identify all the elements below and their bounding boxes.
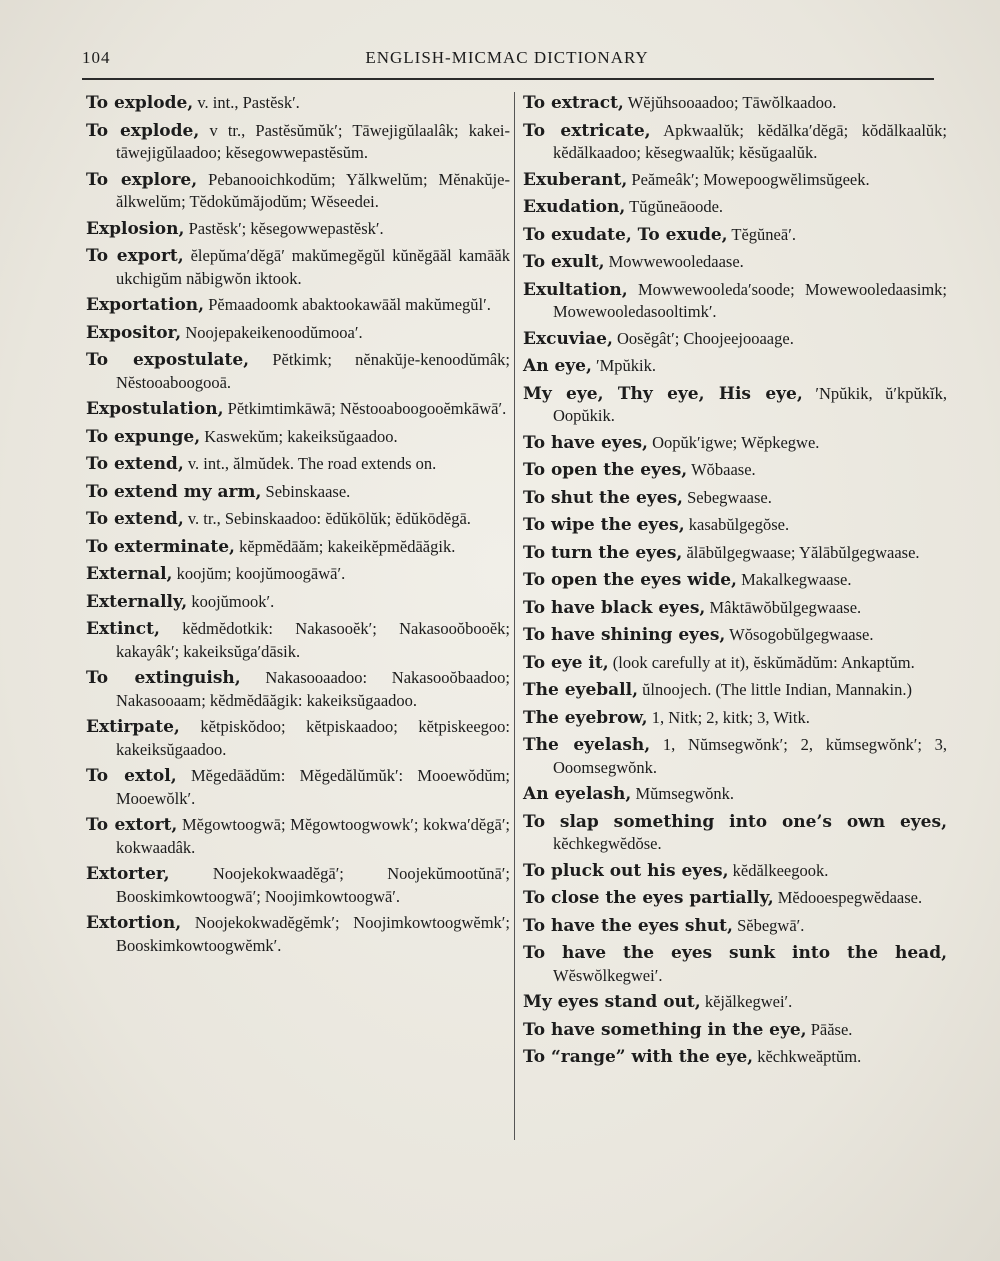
entry-definition: ălābŭlgegwaase; Yălābŭlgegwaase. (686, 542, 920, 562)
entry-headword: External, (86, 564, 173, 584)
dictionary-entry (86, 245, 510, 289)
entry-definition: kasabŭlgegŏse. (688, 515, 790, 534)
dictionary-entry (523, 328, 947, 351)
dictionary-entry (523, 1019, 947, 1042)
entry-headword: To pluck out his eyes, (523, 860, 729, 881)
entry-definition: Wĕjŭhsooaadoo; Tāwŏlkaadoo. (627, 93, 837, 112)
entry-headword: To expunge, (86, 426, 201, 447)
dictionary-entry (86, 912, 510, 956)
entry-definition: ′Npŭkik, ŭ′kpŭkĭk, Oopŭkik. (553, 383, 947, 425)
dictionary-entry (86, 618, 510, 662)
entry-headword: To extract, (523, 93, 624, 113)
entry-definition: Pastĕsk′; kĕsegowwepastĕsk′. (188, 218, 384, 238)
dictionary-entry (523, 459, 947, 482)
entry-definition: Pĕtkimtimkāwā; Nĕstooaboogooĕmkāwā′. (227, 399, 507, 418)
entry-headword: To extricate, (523, 120, 651, 141)
entry-definition: Sĕbegwā′. (737, 915, 805, 935)
dictionary-entry (86, 508, 510, 531)
dictionary-entry (523, 487, 947, 510)
entry-headword: Expostulation, (86, 399, 224, 419)
entry-headword: Explosion, (86, 218, 185, 239)
entry-definition: Tĕgŭneā′. (731, 224, 796, 244)
entry-definition: Mowwewooleda′soode; Mowewooledaasimk; Mowewooledasooltimk′. (553, 279, 947, 321)
entry-definition: ĕlepŭma′dĕgā′ makŭmegĕgŭl kŭnĕgāăl kamāăk ukchigŭm năbigwŏn iktook. (116, 246, 510, 288)
entry-headword: To turn the eyes, (523, 542, 683, 563)
entry-definition: Mĕdooespegwĕdaase. (777, 888, 923, 907)
dictionary-entry (523, 811, 947, 855)
right-column (523, 92, 947, 1074)
dictionary-entry (86, 92, 510, 115)
dictionary-entry (523, 652, 947, 675)
entry-headword: To extol, (86, 766, 177, 786)
dictionary-entry (523, 169, 947, 192)
entry-definition: (look carefully at it), ĕskŭmădŭm: Ankaptŭm. (612, 652, 915, 672)
entry-definition: 1, Nitk; 2, kitk; 3, Witk. (651, 707, 810, 727)
dictionary-entry (523, 196, 947, 219)
entry-definition: koojŭmook′. (191, 591, 275, 611)
entry-headword: To have something in the eye, (523, 1019, 807, 1040)
entry-headword: To extort, (86, 815, 178, 835)
left-column (86, 92, 510, 961)
dictionary-entry (86, 481, 510, 504)
entry-headword: Extortion, (86, 913, 182, 933)
entry-headword: To extend, (86, 509, 184, 529)
entry-definition: Apkwaalŭk; kĕdălka′dĕgā; kŏdălkaalŭk; kĕdălkaadoo; kĕsegwaalŭk; kĕsŭgaalŭk. (553, 120, 947, 162)
entry-definition: kĕdmĕdotkik: Nakasooĕk′; Nakasooŏbooĕk; kakayâk′; kakeiksŭga′dāsik. (116, 619, 510, 661)
entry-definition: Mâktāwŏbŭlgegwaase. (709, 597, 862, 617)
dictionary-entry (523, 624, 947, 647)
dictionary-entry (86, 765, 510, 809)
entry-headword: Exultation, (523, 279, 628, 300)
entry-definition: Noojekokwadĕgĕmk′; Noojimkowtoogwĕmk′; Booskimkowtoogwĕmk′. (116, 913, 510, 955)
dictionary-entry (86, 398, 510, 421)
entry-definition: v. tr., Sebinskaadoo: ĕdŭkōlŭk; ĕdŭkōdĕgā. (187, 509, 471, 528)
entry-headword: Extorter, (86, 864, 170, 884)
entry-headword: Expositor, (86, 322, 182, 343)
dictionary-entry (86, 169, 510, 213)
dictionary-entry (523, 569, 947, 592)
entry-definition: kĕtpiskŏdoo; kĕtpiskaadoo; kĕtpiskeegoo: kakeiksŭgaadoo. (116, 717, 510, 759)
entry-headword: To exudate, To exude, (523, 224, 728, 245)
dictionary-entry (86, 863, 510, 907)
entry-headword: Exuberant, (523, 169, 628, 190)
entry-definition: kĕchkegwĕdŏse. (553, 834, 662, 853)
entry-headword: To “range” with the eye, (523, 1047, 754, 1067)
entry-headword: An eyelash, (523, 784, 632, 804)
dictionary-entry (523, 251, 947, 274)
column-divider (514, 92, 515, 1140)
entry-definition: Sebinskaase. (265, 481, 351, 501)
dictionary-entry (86, 218, 510, 241)
dictionary-entry (86, 322, 510, 345)
entry-definition: Pĕmaadoomk abaktookawāăl makŭmegŭl′. (208, 295, 491, 314)
entry-headword: To exult, (523, 252, 605, 272)
dictionary-entry (86, 120, 510, 164)
entry-headword: To explore, (86, 169, 198, 190)
entry-definition: Sebegwaase. (687, 487, 772, 507)
entry-headword: To have shining eyes, (523, 625, 726, 645)
entry-headword: To have the eyes shut, (523, 915, 733, 936)
dictionary-entry (523, 991, 947, 1014)
entry-definition: v tr., Pastĕsŭmŭk′; Tāwejigŭlaalâk; kakei-tāwejigŭlaadoo; kĕsegowwepastĕsŭm. (116, 120, 511, 162)
dictionary-entry (523, 942, 947, 986)
entry-headword: To close the eyes partially, (523, 888, 774, 908)
entry-headword: The eyelash, (523, 735, 651, 755)
entry-headword: Excuviae, (523, 328, 613, 349)
entry-headword: To have the eyes sunk into the head, (523, 943, 947, 963)
entry-headword: To extend my arm, (86, 481, 262, 502)
dictionary-entry (523, 1046, 947, 1069)
entry-definition: Mĕgedāădŭm: Mĕgedălŭmŭk′: Mooewŏdŭm; Mooewŏlk′. (116, 766, 511, 808)
entry-headword: My eye, Thy eye, His eye, (523, 383, 803, 404)
dictionary-entry (86, 294, 510, 317)
dictionary-entry (86, 667, 510, 711)
entry-definition: Kaswekŭm; kakeiksŭgaadoo. (204, 426, 398, 446)
entry-definition: koojŭm; koojŭmoogāwā′. (176, 564, 346, 583)
entry-definition: Pāăse. (810, 1019, 853, 1039)
entry-definition: Peămeâk′; Mowepoogwĕlimsŭgeek. (631, 169, 870, 189)
entry-definition: Mŭmsegwŏnk. (635, 784, 734, 803)
dictionary-entry (523, 514, 947, 537)
dictionary-entry (86, 536, 510, 559)
dictionary-entry (86, 716, 510, 760)
dictionary-entry (523, 383, 947, 427)
entry-definition: Pebanooichkodŭm; Yălkwelŭm; Mĕnakŭje-ălkwelŭm; Tĕdokŭmăjodŭm; Wĕseedei. (116, 169, 510, 211)
entry-definition: Mĕgowtoogwā; Mĕgowtoogwowk′; kokwa′dĕgā′; kokwaadâk. (116, 815, 511, 857)
dictionary-entry (523, 597, 947, 620)
entry-definition: Noojepakeikenoodŭmooa′. (185, 322, 363, 342)
running-title: ENGLISH-MICMAC DICTIONARY (365, 48, 649, 67)
entry-definition: Pĕtkimk; nĕnakŭje-kenoodŭmâk; Nĕstooaboogooā. (116, 350, 511, 392)
dictionary-entry (523, 542, 947, 565)
entry-headword: To extend, (86, 454, 184, 474)
entry-definition: Oosĕgât′; Choojeejooaage. (617, 328, 794, 348)
dictionary-entry (523, 432, 947, 455)
entry-headword: To slap something into one’s own eyes, (523, 811, 947, 832)
dictionary-entry (86, 453, 510, 476)
entry-headword: Exportation, (86, 295, 205, 315)
dictionary-entry (86, 591, 510, 614)
dictionary-entry (523, 224, 947, 247)
entry-headword: Extirpate, (86, 717, 180, 737)
dictionary-entry (523, 887, 947, 910)
entry-definition: ŭlnoojech. (The little Indian, Mannakin.) (642, 680, 913, 699)
entry-headword: To open the eyes, (523, 460, 688, 480)
entry-definition: kĕdălkeegook. (732, 860, 829, 880)
dictionary-entry (86, 814, 510, 858)
entry-headword: To export, (86, 246, 184, 266)
dictionary-entry (523, 92, 947, 115)
entry-headword: To eye it, (523, 652, 609, 673)
entry-definition: kĕpmĕdāăm; kakeikĕpmĕdāăgik. (239, 536, 456, 556)
entry-definition: kĕchkweăptŭm. (757, 1047, 862, 1066)
header-rule (82, 78, 934, 80)
entry-definition: Tŭgŭneāoode. (629, 197, 724, 216)
entry-headword: The eyeball, (523, 680, 638, 700)
dictionary-entry (86, 349, 510, 393)
dictionary-entry (523, 783, 947, 806)
entry-definition: Nakasooaadoo: Nakasooŏbaadoo; Nakasooaam; kĕdmĕdāăgik: kakeiksŭgaadoo. (116, 668, 511, 710)
dictionary-entry (86, 426, 510, 449)
dictionary-entry (523, 734, 947, 778)
entry-definition: Oopŭk′igwe; Wĕpkegwe. (652, 432, 820, 452)
dictionary-entry (523, 279, 947, 323)
entry-headword: To wipe the eyes, (523, 515, 685, 535)
entry-definition: Wŏbaase. (691, 460, 756, 479)
entry-headword: My eyes stand out, (523, 992, 701, 1012)
entry-definition: kĕjălkegwei′. (704, 992, 793, 1011)
dictionary-entry (523, 915, 947, 938)
dictionary-entry (523, 120, 947, 164)
entry-headword: Externally, (86, 591, 188, 612)
entry-definition: Makalkegwaase. (741, 570, 852, 589)
entry-definition: v. int., ălmŭdek. The road extends on. (187, 454, 437, 473)
entry-headword: Extinct, (86, 619, 160, 639)
entry-headword: An eye, (523, 356, 592, 376)
entry-headword: Exudation, (523, 197, 626, 217)
entry-headword: To explode, (86, 93, 194, 113)
entry-definition: Wŏsogobŭlgegwaase. (729, 625, 874, 644)
entry-definition: Noojekokwaadĕgā′; Noojekŭmootŭnā′; Booskimkowtoogwā′; Noojimkowtoogwā′. (116, 864, 510, 906)
entry-definition: Mowwewooledaase. (608, 252, 744, 271)
dictionary-entry (523, 860, 947, 883)
entry-headword: To have eyes, (523, 432, 648, 453)
entry-headword: To explode, (86, 120, 200, 141)
page-header (82, 48, 932, 72)
entry-headword: To open the eyes wide, (523, 570, 737, 590)
entry-definition: Wĕswŏlkegwei′. (553, 965, 663, 985)
dictionary-entry (523, 355, 947, 378)
entry-headword: To expostulate, (86, 350, 250, 370)
dictionary-entry (523, 679, 947, 702)
entry-definition: v. int., Pastĕsk′. (197, 93, 300, 112)
page-number: 104 (82, 48, 111, 67)
entry-definition: ′Mpŭkik. (596, 356, 657, 375)
entry-headword: To have black eyes, (523, 597, 706, 618)
entry-headword: To extinguish, (86, 668, 241, 688)
entry-headword: To shut the eyes, (523, 487, 683, 508)
entry-headword: To exterminate, (86, 536, 235, 557)
entry-headword: The eyebrow, (523, 707, 648, 728)
dictionary-entry (523, 707, 947, 730)
dictionary-entry (86, 563, 510, 586)
entry-definition: 1, Nŭmsegwŏnk′; 2, kŭmsegwŏnk′; 3, Ooomsegwŏnk. (553, 735, 948, 777)
